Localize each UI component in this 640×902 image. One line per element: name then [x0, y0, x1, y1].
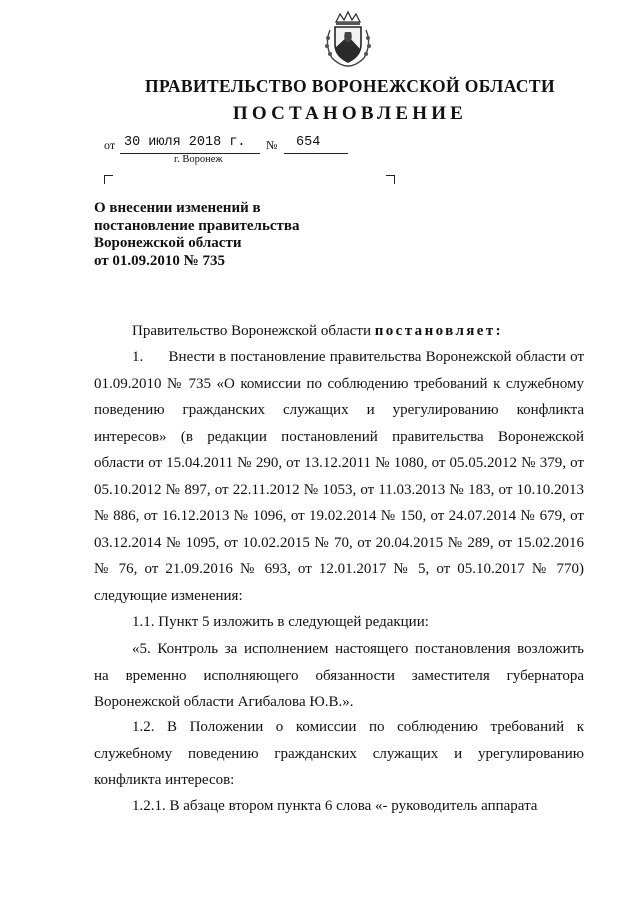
government-title: ПРАВИТЕЛЬСТВО ВОРОНЕЖСКОЙ ОБЛАСТИ: [144, 76, 556, 96]
subject-line: О внесении изменений в: [94, 200, 261, 216]
paragraph-1: [94, 344, 584, 609]
paragraph-1-2-1: 1.2.1. В абзаце втором пункта 6 слова «- руководитель аппарата: [132, 798, 538, 814]
intro-text: Правительство Воронежской области: [132, 323, 375, 339]
document-date: 30 июля 2018 г.: [124, 135, 246, 150]
number-underline: [284, 153, 348, 154]
intro-paragraph: [94, 318, 584, 345]
paragraph-1-2: 1.2. В Положении о комиссии по соблюдению требований к служебному поведению гражданских служащих и урегулированию конфликта интересов:: [94, 719, 584, 788]
subject-line: постановление правительства: [94, 217, 300, 234]
subject-line: Воронежской области: [94, 235, 242, 251]
document-type-title: ПОСТАНОВЛЕНИЕ: [232, 103, 468, 124]
date-from-label: от: [104, 138, 116, 152]
paragraph-1-text: Внести в постановление правительства Воронежской области от 01.09.2010 № 735 «О комиссии по соблюдению требований к служебному поведению гражданских служащих и урегулированию конфликта интересов» (в редакции постановлений правительства Воронежской области от 15.04.2011 № 290, от 13.12.2011 № 1080, от 05.05.2012 № 379, от 05.10.2012 № 897, от 22.11.2012 № 1053, от 11.03.2013 № 183, от 10.10.2013 № 886, от 16.12.2013 № 1096, от 19.02.2014 № 150, от 24.07.2014 № 679, от 03.12.2014 № 1095, от 10.02.2015 № 70, от 20.04.2015 № 289, от 15.02.2016 № 76, от 21.09.2016 № 693, от 12.01.2017 № 5, от 05.10.2017 № 770) следующие изменения:: [94, 349, 584, 604]
paragraph-1-1-quote: «5. Контроль за исполнением настоящего постановления возложить на временно исполняющего обязанности заместителя губернатора Воронежской области Агибалова Ю.В.».: [94, 641, 584, 710]
intro-keyword: постановляет:: [374, 323, 503, 339]
document-number: 654: [296, 135, 321, 150]
coat-of-arms-icon: [318, 8, 378, 68]
document-subject: [94, 200, 354, 270]
city-label: г. Воронеж: [174, 154, 223, 165]
corner-mark-left: [104, 175, 113, 184]
corner-mark-right: [386, 175, 395, 184]
paragraph-1-number: 1.: [132, 349, 144, 365]
subject-line: от 01.09.2010 № 735: [94, 252, 225, 269]
paragraph-1-1: 1.1. Пункт 5 изложить в следующей редакции:: [132, 614, 429, 630]
number-label: №: [266, 138, 278, 152]
